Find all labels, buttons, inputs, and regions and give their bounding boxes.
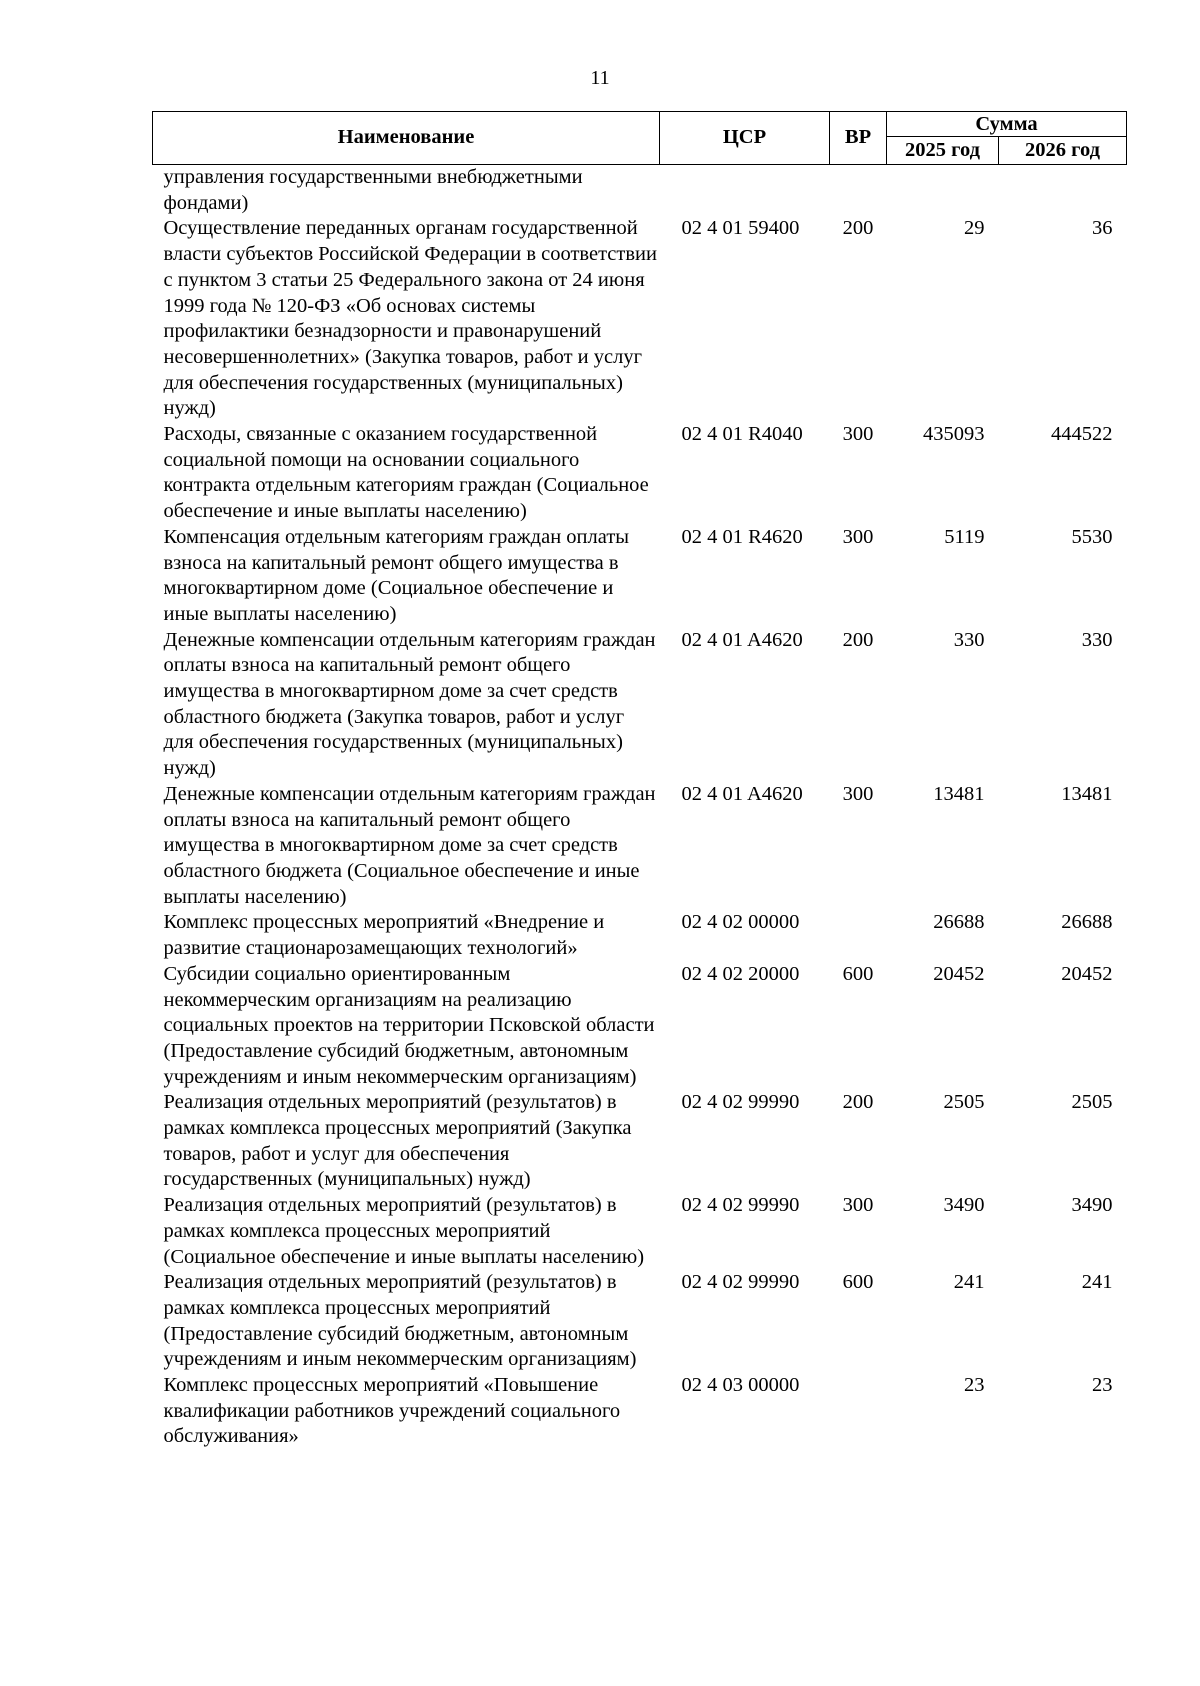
row-vr-cell: 600 <box>842 962 874 985</box>
row-sum-2026-cell: 3490 <box>1071 1194 1113 1217</box>
table-row <box>153 962 1127 1091</box>
header-sum: Сумма <box>887 112 1127 137</box>
row-sum-2025-cell: 435093 <box>923 423 985 446</box>
row-csr-cell: 02 4 02 00000 <box>681 911 800 934</box>
row-name-cell: Денежные компенсации отдельным категориям граждан оплаты взноса на капитальный ремонт общего имущества в многоквартирном доме за счет средств областного бюджета (Закупка товаров, работ и услуг для обеспечения государственных (муниципальных) нужд) <box>163 628 656 780</box>
row-vr-cell <box>830 1373 887 1450</box>
row-vr-cell: 300 <box>842 782 874 805</box>
row-sum-2026-cell: 36 <box>1092 217 1113 240</box>
row-name-cell: Компенсация отдельным категориям граждан оплаты взноса на капитальный ремонт общего имущества в многоквартирном доме (Социальное обеспечение и иные выплаты населению) <box>163 525 630 625</box>
row-csr-cell: 02 4 02 99990 <box>681 1194 800 1217</box>
row-sum-2026-cell <box>999 165 1127 217</box>
row-vr-cell: 200 <box>842 217 874 240</box>
table-row <box>153 422 1127 525</box>
row-sum-2025-cell: 29 <box>964 217 985 240</box>
table-row <box>153 782 1127 911</box>
row-csr-cell: 02 4 01 A4620 <box>681 628 803 651</box>
row-name-cell: Осуществление переданных органам государственной власти субъектов Российской Федерации в соответствии с пунктом 3 статьи 25 Федерального закона от 24 июня 1999 года № 120-ФЗ «Об основах системы профилактики безнадзорности и правонарушений несовершеннолетних» (Закупка товаров, работ и услуг для обеспечения государственных (муниципальных) нужд) <box>163 217 657 420</box>
row-sum-2025-cell: 3490 <box>943 1194 985 1217</box>
row-vr-cell: 200 <box>842 628 874 651</box>
row-vr-cell <box>830 910 887 961</box>
row-sum-2026-cell: 26688 <box>1061 911 1113 934</box>
row-vr-cell: 300 <box>842 525 874 548</box>
header-csr: ЦСР <box>660 112 830 165</box>
row-name-cell: Субсидии социально ориентированным некоммерческим организациям на реализацию социальных проектов на территории Псковской области (Предоставление субсидий бюджетным, автономным учреждениям и иным некоммерческим организациям) <box>163 962 655 1088</box>
row-name-cell: Реализация отдельных мероприятий (результатов) в рамках комплекса процессных мероприятий (Предоставление субсидий бюджетным, автономным учреждениям и иным некоммерческим организациям) <box>163 1271 637 1371</box>
row-csr-cell: 02 4 03 00000 <box>681 1374 800 1397</box>
row-vr-cell: 200 <box>842 1091 874 1114</box>
row-sum-2025-cell: 241 <box>953 1271 985 1294</box>
row-sum-2025-cell: 26688 <box>933 911 985 934</box>
budget-table <box>152 111 1127 1450</box>
row-name-cell: Расходы, связанные с оказанием государственной социальной помощи на основании социального контракта отдельным категориям граждан (Социальное обеспечение и иные выплаты населению) <box>163 423 649 523</box>
row-name-cell: Комплекс процессных мероприятий «Повышение квалификации работников учреждений социального обслуживания» <box>163 1374 621 1448</box>
page-number: 11 <box>590 67 610 89</box>
row-sum-2026-cell: 5530 <box>1071 525 1113 548</box>
header-year-2025: 2025 год <box>887 137 999 165</box>
row-name-cell: Комплекс процессных мероприятий «Внедрение и развитие стационарозамещающих технологий» <box>163 911 605 960</box>
table-row <box>153 216 1127 422</box>
table-row <box>153 1090 1127 1193</box>
row-sum-2026-cell: 444522 <box>1051 423 1113 446</box>
table-header <box>153 112 1127 165</box>
row-name-cell: Реализация отдельных мероприятий (результатов) в рамках комплекса процессных мероприятий (Социальное обеспечение и иные выплаты населению) <box>163 1194 645 1268</box>
header-year-2026: 2026 год <box>999 137 1127 165</box>
table-row <box>153 910 1127 961</box>
table-row <box>153 628 1127 782</box>
row-csr-cell: 02 4 01 A4620 <box>681 782 803 805</box>
row-csr-cell: 02 4 01 59400 <box>681 217 800 240</box>
row-csr-cell: 02 4 02 20000 <box>681 962 800 985</box>
row-sum-2025-cell: 330 <box>953 628 985 651</box>
row-csr-cell: 02 4 02 99990 <box>681 1091 800 1114</box>
row-sum-2026-cell: 23 <box>1092 1374 1113 1397</box>
row-sum-2025-cell <box>887 165 999 217</box>
table-row <box>153 1270 1127 1373</box>
row-sum-2026-cell: 13481 <box>1061 782 1113 805</box>
row-csr-cell: 02 4 01 R4620 <box>681 525 803 548</box>
row-sum-2025-cell: 20452 <box>933 962 985 985</box>
table-body <box>153 165 1127 1451</box>
row-vr-cell: 300 <box>842 423 874 446</box>
row-csr-cell: 02 4 02 99990 <box>681 1271 800 1294</box>
row-sum-2026-cell: 2505 <box>1071 1091 1113 1114</box>
row-sum-2026-cell: 330 <box>1081 628 1113 651</box>
row-csr-cell: 02 4 01 R4040 <box>681 423 803 446</box>
row-sum-2025-cell: 5119 <box>944 525 985 548</box>
table-row <box>153 1373 1127 1450</box>
header-vr: ВР <box>830 112 887 165</box>
row-sum-2026-cell: 241 <box>1081 1271 1113 1294</box>
row-sum-2026-cell: 20452 <box>1061 962 1113 985</box>
table-row <box>153 1193 1127 1270</box>
row-name-cell: Денежные компенсации отдельным категориям граждан оплаты взноса на капитальный ремонт общего имущества в многоквартирном доме за счет средств областного бюджета (Социальное обеспечение и иные выплаты населению) <box>163 782 656 908</box>
header-name: Наименование <box>153 112 660 165</box>
row-csr-cell <box>660 165 830 217</box>
row-name-cell: Реализация отдельных мероприятий (результатов) в рамках комплекса процессных мероприятий (Закупка товаров, работ и услуг для обеспечения государственных (муниципальных) нужд) <box>163 1091 632 1191</box>
table-row <box>153 525 1127 628</box>
row-sum-2025-cell: 23 <box>964 1374 985 1397</box>
row-vr-cell <box>830 165 887 217</box>
table-row <box>153 165 1127 217</box>
row-sum-2025-cell: 2505 <box>943 1091 985 1114</box>
row-name-cell: управления государственными внебюджетными фондами) <box>163 166 583 214</box>
row-vr-cell: 300 <box>842 1194 874 1217</box>
row-sum-2025-cell: 13481 <box>933 782 985 805</box>
row-vr-cell: 600 <box>842 1271 874 1294</box>
